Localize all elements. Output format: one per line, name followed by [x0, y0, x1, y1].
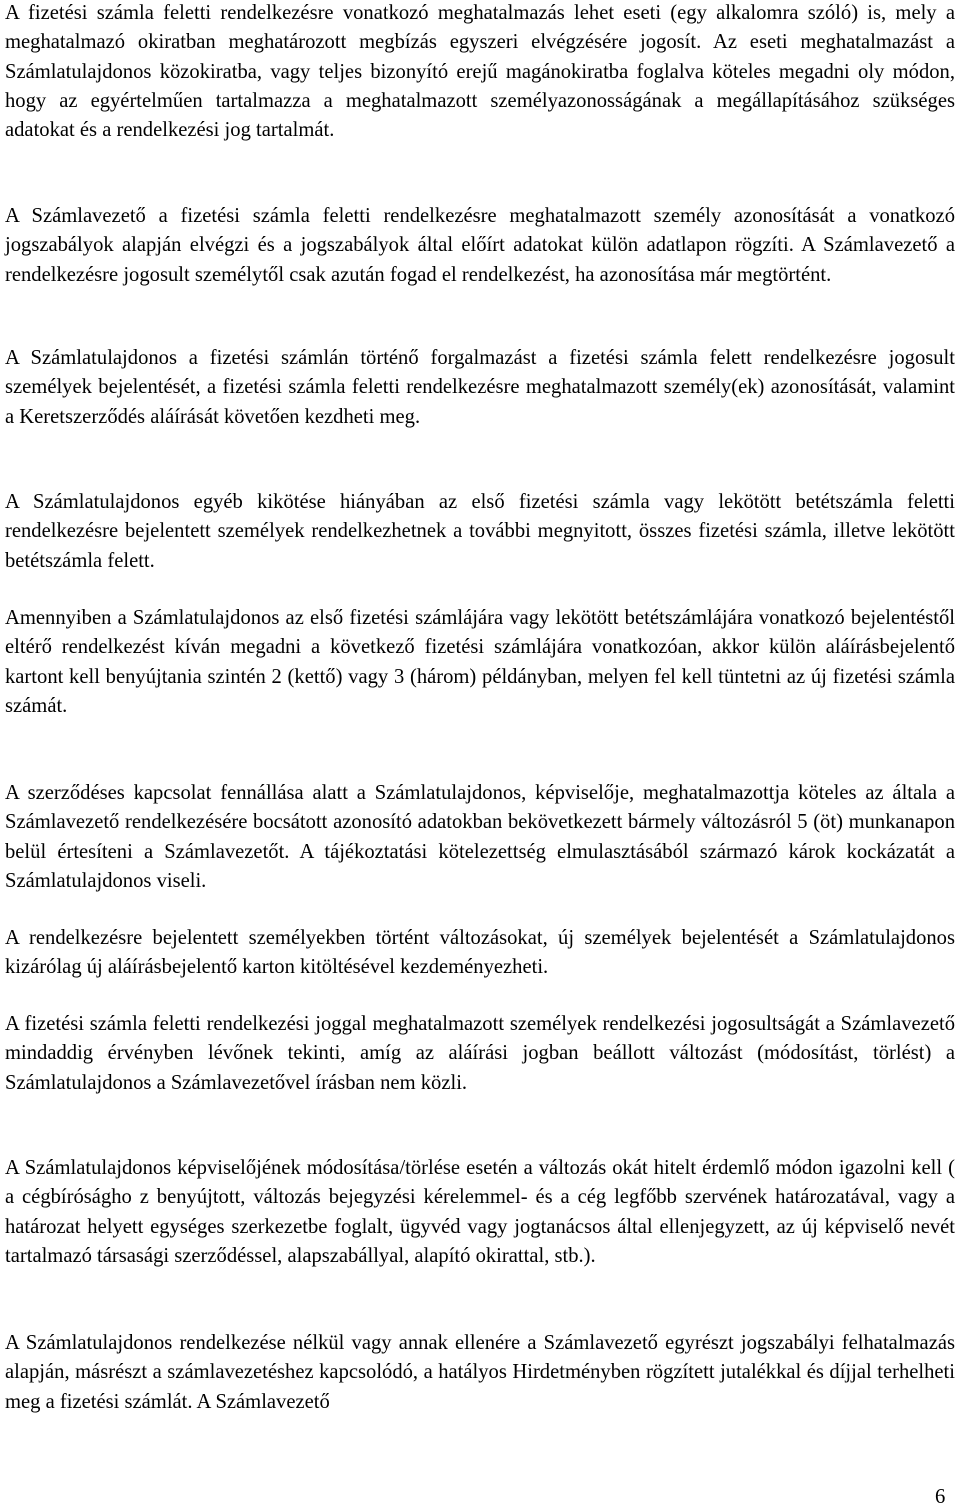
paragraph-azonositas: A Számlavezető a fizetési számla feletti rendelkezésre meghatalmazott személy azonosítását a vonatkozó jogszabályok alapján elvégzi és a jogszabályok által előírt adatokat külön adatlapon rögzíti. A Számlavezető a rendelkezésre jogosult személytől csak azután fogad el rendelkezést, ha azonosítása már megtörtént.	[5, 205, 955, 286]
paragraph-uj-szemelyek: A rendelkezésre bejelentett személyekben történt változásokat, új személyek bejelentését a Számlatulajdonos kizárólag új aláírásbejelentő karton kitöltésével kezdeményezheti.	[5, 927, 955, 979]
page-number: 6	[935, 1486, 946, 1508]
paragraph-eltero-rendelkezes: Amennyiben a Számlatulajdonos az első fizetési számlájára vagy lekötött betétszámlájára vonatkozó bejelentéstől eltérő rendelkezést kíván megadni a következő fizetési számlájára vonatkozóan, akkor külön aláírásbejelentő kartont kell benyújtania szintén 2 (kettő) vagy 3 (három) példányban, melyen fel kell tüntetni az új fizetési számla számát.	[5, 607, 955, 717]
paragraph-valtozas-ertesites: A szerződéses kapcsolat fennállása alatt a Számlatulajdonos, képviselője, meghatalmazottja köteles az általa a Számlavezető rendelkezésére bocsátott azonosító adatokban bekövetkezett bármely változásról 5 (öt) munkanapon belül értesíteni a Számlavezetőt. A tájékoztatási kötelezettség elmulasztásából származó károk kockázatát a Számlatulajdonos viseli.	[5, 782, 955, 892]
paragraph-rendelkezesi-jog: A fizetési számla feletti rendelkezési joggal meghatalmazott személyek rendelkezési jogosultságát a Számlavezető mindaddig érvényben lévőnek tekinti, amíg az aláírási jogban beállott változást (módosítást, törlést) a Számlatulajdonos a Számlavezetővel írásban nem közli.	[5, 1013, 955, 1094]
paragraph-kikotes: A Számlatulajdonos egyéb kikötése hiányában az első fizetési számla vagy lekötött betétszámla feletti rendelkezésre bejelentett személyek rendelkezhetnek a további megnyitott, összes fizetési számla, illetve lekötött betétszámla felett.	[5, 491, 955, 572]
paragraph-forgalmazas: A Számlatulajdonos a fizetési számlán történő forgalmazást a fizetési számla felett rendelkezésre jogosult személyek bejelentését, a fizetési számla feletti rendelkezésre meghatalmazott személy(ek) azonosítását, valamint a Keretszerződés aláírását követően kezdheti meg.	[5, 347, 955, 428]
paragraph-kepviselo-modositas: A Számlatulajdonos képviselőjének módosítása/törlése esetén a változás okát hitelt érdemlő módon igazolni kell ( a cégbíróságho z benyújtott, változás bejegyzési kérelemmel- és a cég legfőbb szervének határozatával, vagy a határozat helyett egységes szerkezetbe foglalt, ügyvéd vagy jogtanácsos által ellenjegyzett, az új képviselő nevét tartalmazó társasági szerződéssel, alapszabállyal, alapító okirattal, stb.).	[5, 1157, 955, 1267]
paragraph-terheles: A Számlatulajdonos rendelkezése nélkül vagy annak ellenére a Számlavezető egyrészt jogszabályi felhatalmazás alapján, másrészt a számlavezetéshez kapcsolódó, a hatályos Hirdetményben rögzített jutalékkal és díjjal terhelheti meg a fizetési számlát. A Számlavezető	[5, 1332, 955, 1413]
paragraph-eseti-meghatalmazas: A fizetési számla feletti rendelkezésre vonatkozó meghatalmazás lehet eseti (egy alkalomra szóló) is, mely a meghatalmazó okiratban meghatározott megbízás egyszeri elvégzésére jogosít. Az eseti meghatalmazást a Számlatulajdonos közokiratba, vagy teljes bizonyító erejű magánokiratba foglalva köteles megadni oly módon, hogy az egyértelműen tartalmazza a meghatalmazott személyazonosságának a megállapításához szükséges adatokat és a rendelkezési jog tartalmát.	[5, 2, 955, 142]
